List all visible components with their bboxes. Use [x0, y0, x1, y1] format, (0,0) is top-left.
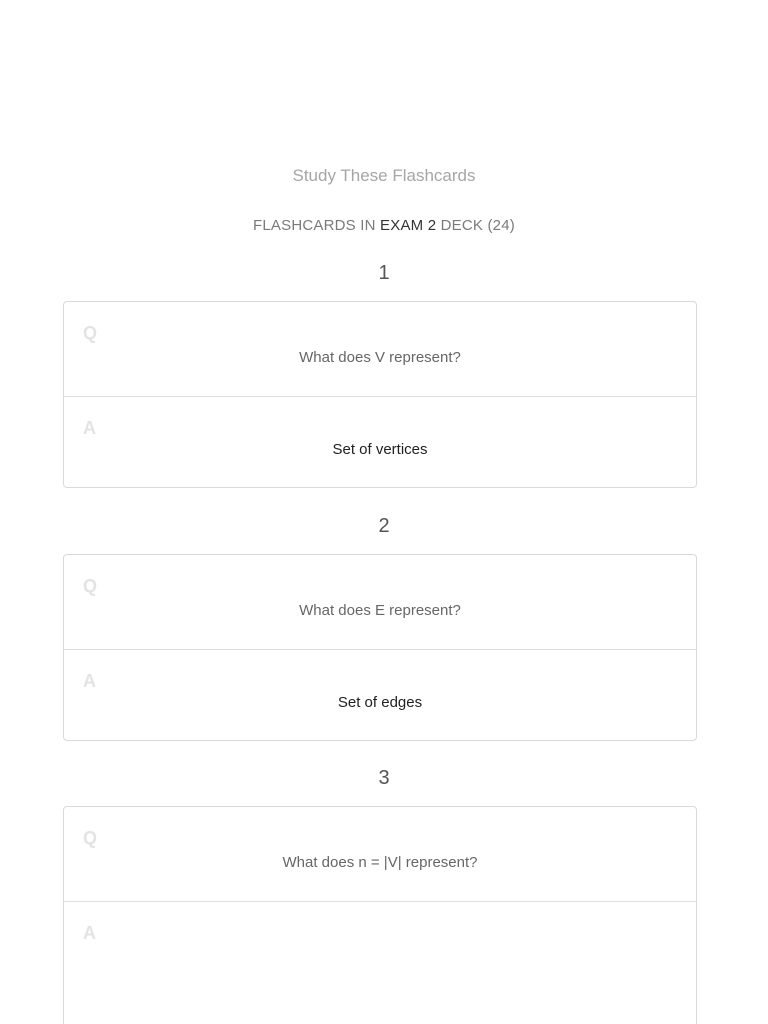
- flashcard[interactable]: [63, 806, 697, 1024]
- answer-letter: A: [83, 671, 96, 691]
- question-text: What does E represent?: [299, 602, 461, 619]
- question-letter: Q: [83, 323, 98, 343]
- deck-suffix: DECK (24): [436, 217, 515, 234]
- question-side: [64, 302, 696, 397]
- question-text: What does V represent?: [299, 349, 461, 366]
- question-letter: Q: [83, 576, 98, 596]
- answer-side: [64, 397, 696, 487]
- flashcard[interactable]: [63, 301, 697, 488]
- page-title: Study These Flashcards: [292, 166, 476, 185]
- deck-heading: [0, 217, 768, 234]
- card-number: 3: [378, 767, 390, 789]
- flashcard[interactable]: [63, 554, 697, 741]
- question-side: [64, 807, 696, 902]
- answer-letter: A: [83, 418, 96, 438]
- question-letter: Q: [83, 828, 98, 848]
- question-text: What does n = |V| represent?: [282, 854, 478, 871]
- answer-text: Set of edges: [337, 694, 423, 711]
- card-number: 1: [378, 262, 390, 284]
- answer-text: Set of vertices: [332, 441, 428, 458]
- answer-letter: A: [83, 923, 96, 943]
- question-side: [64, 555, 696, 650]
- deck-prefix: FLASHCARDS IN: [253, 217, 381, 234]
- card-number: 2: [378, 515, 390, 537]
- deck-name-link[interactable]: EXAM 2: [380, 217, 437, 234]
- answer-side: [64, 650, 696, 740]
- answer-side: [64, 902, 696, 992]
